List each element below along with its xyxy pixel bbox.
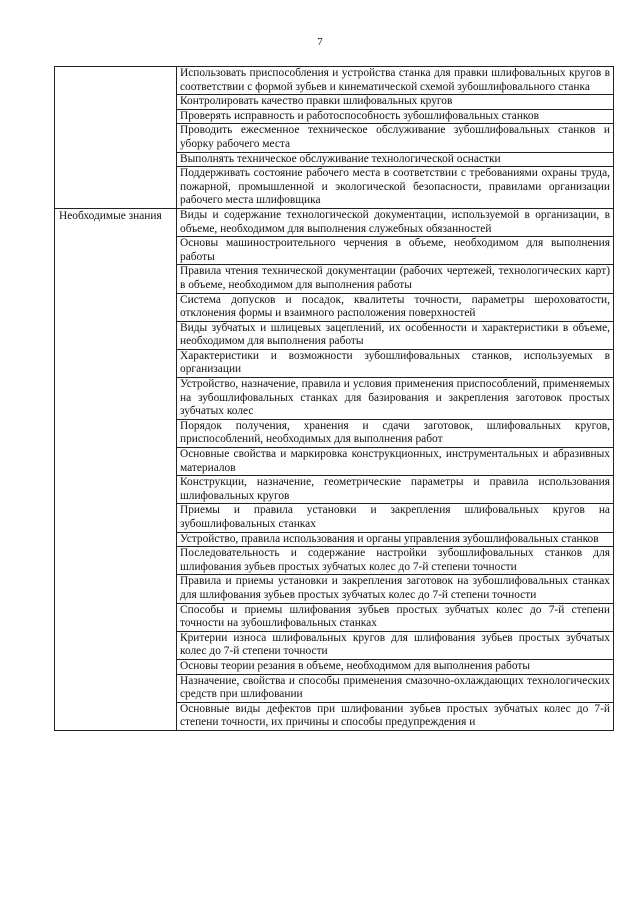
requirement-item: Контролировать качество правки шлифовальных кругов bbox=[177, 95, 614, 110]
requirement-item: Основы машиностроительного черчения в объеме, необходимом для выполнения работы bbox=[177, 237, 614, 265]
page-number: 7 bbox=[317, 36, 323, 48]
requirement-item: Устройство, правила использования и органы управления зубошлифовальных станков bbox=[177, 532, 614, 547]
requirement-item: Виды и содержание технологической документации, используемой в организации, в объеме, необходимом для выполнения служебных обязанностей bbox=[177, 208, 614, 236]
section-label bbox=[55, 67, 177, 209]
requirement-item: Основные виды дефектов при шлифовании зубьев простых зубчатых колес до 7-й степени точности, их причины и способы предупреждения и bbox=[177, 702, 614, 730]
table-row bbox=[55, 67, 614, 95]
requirement-item: Правила и приемы установки и закрепления заготовок на зубошлифовальных станках для шлифования зубьев простых зубчатых колес до 7-й степени точности bbox=[177, 575, 614, 603]
requirement-item: Выполнять техническое обслуживание технологической оснастки bbox=[177, 152, 614, 167]
requirement-item: Виды зубчатых и шлицевых зацеплений, их особенности и характеристики в объеме, необходимом для выполнения работы bbox=[177, 321, 614, 349]
requirement-item: Порядок получения, хранения и сдачи заготовок, шлифовальных кругов, приспособлений, необходимых для выполнения работ bbox=[177, 419, 614, 447]
requirement-item: Способы и приемы шлифования зубьев простых зубчатых колес до 7-й степени точности на зубошлифовальных станках bbox=[177, 603, 614, 631]
requirement-item: Правила чтения технической документации (рабочих чертежей, технологических карт) в объеме, необходимом для выполнения работы bbox=[177, 265, 614, 293]
requirement-item: Конструкции, назначение, геометрические параметры и правила использования шлифовальных кругов bbox=[177, 476, 614, 504]
requirement-item: Проводить ежесменное техническое обслуживание зубошлифовальных станков и уборку рабочего места bbox=[177, 124, 614, 152]
requirement-item: Проверять исправность и работоспособность зубошлифовальных станков bbox=[177, 109, 614, 124]
requirement-item: Основные свойства и маркировка конструкционных, инструментальных и абразивных материалов bbox=[177, 448, 614, 476]
requirement-item: Использовать приспособления и устройства станка для правки шлифовальных кругов в соответствии с формой зубьев и кинематической схемой зубошлифовального станка bbox=[177, 67, 614, 95]
section-label: Необходимые знания bbox=[55, 208, 177, 730]
requirement-item: Характеристики и возможности зубошлифовальных станков, используемых в организации bbox=[177, 349, 614, 377]
requirement-item: Критерии износа шлифовальных кругов для шлифования зубьев простых зубчатых колес до 7-й степени точности bbox=[177, 631, 614, 659]
table-row bbox=[55, 208, 614, 236]
requirements-table-body bbox=[55, 67, 614, 731]
requirement-item: Последовательность и содержание настройки зубошлифовальных станков для шлифования зубьев простых зубчатых колес до 7-й степени точности bbox=[177, 547, 614, 575]
requirement-item: Устройство, назначение, правила и условия применения приспособлений, применяемых на зубошлифовальных станках для базирования и закрепления заготовок простых зубчатых колес bbox=[177, 378, 614, 420]
requirements-table bbox=[54, 66, 614, 731]
requirement-item: Назначение, свойства и способы применения смазочно-охлаждающих технологических средств при шлифовании bbox=[177, 674, 614, 702]
requirement-item: Система допусков и посадок, квалитеты точности, параметры шероховатости, отклонения формы и взаимного расположения поверхностей bbox=[177, 293, 614, 321]
requirement-item: Поддерживать состояние рабочего места в соответствии с требованиями охраны труда, пожарной, промышленной и экологической безопасности, правилами организации рабочего места шлифовщика bbox=[177, 167, 614, 209]
requirement-item: Приемы и правила установки и закрепления шлифовальных кругов на зубошлифовальных станках bbox=[177, 504, 614, 532]
requirement-item: Основы теории резания в объеме, необходимом для выполнения работы bbox=[177, 659, 614, 674]
